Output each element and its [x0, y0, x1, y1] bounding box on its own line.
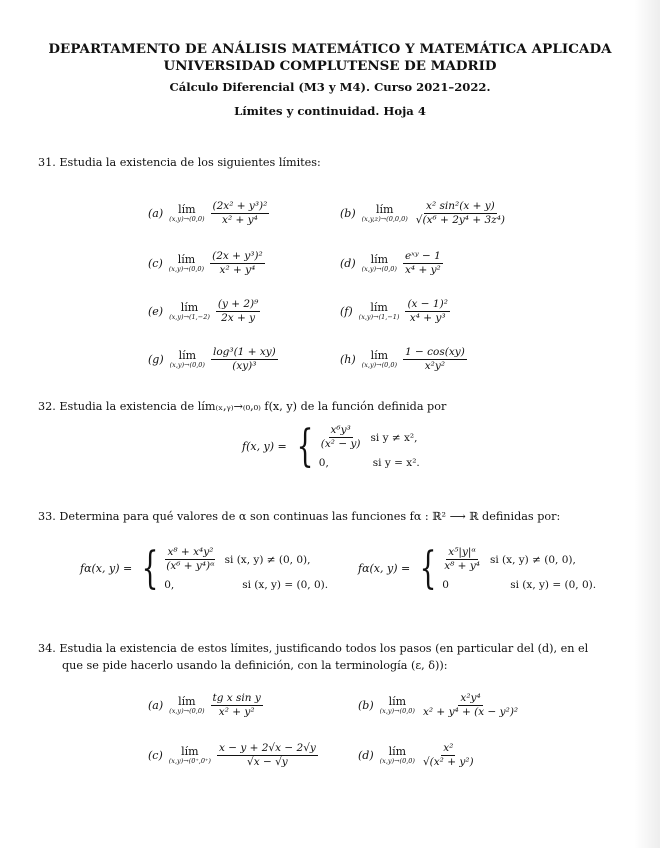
case1-numerator: x⁶y³ [330, 424, 351, 436]
numerator: x² sin²(x + y) [426, 200, 495, 212]
lim-subscript: (x,y)→(0,0) [361, 361, 398, 369]
numerator: x − y + 2√x − 2√y [218, 742, 316, 754]
lim-word: lím [388, 695, 407, 708]
problem-33-statement: 33. Determina para qué valores de α son continuas las funciones fα : ℝ² ⟶ ℝ definidas por: [38, 510, 561, 523]
lim-subscript: (x,y)→(0,0) [379, 757, 415, 765]
lim-word: lím [181, 745, 199, 758]
lim-word: lím [370, 349, 389, 362]
lim-subscript: (x,y,z)→(0,0,0) [361, 215, 408, 223]
problem-34-statement-line2: que se pide hacerlo usando la definición, con la terminología (ε, δ)): [62, 659, 448, 672]
lim-word: lím [370, 253, 389, 266]
numerator: x²y⁴ [460, 692, 481, 704]
p31-item-g [148, 346, 278, 373]
denominator: (xy)³ [232, 360, 257, 372]
case1-condition: si (x, y) ≠ (0, 0), [224, 553, 311, 566]
item-label: (c) [148, 257, 163, 270]
p34-item-c [148, 742, 318, 769]
lim-subscript: (x,y)→(1,−1) [358, 313, 400, 321]
denominator: x² + y⁴ [222, 214, 258, 226]
item-label: (a) [148, 207, 164, 220]
p31-item-h [340, 346, 467, 373]
lim-word: lím [388, 745, 407, 758]
case2-condition: si y = x². [372, 457, 420, 469]
denominator: x² + y² [218, 706, 255, 718]
numerator: 1 − cos(xy) [405, 346, 465, 358]
lim-subscript: (x,y)→(0,0) [169, 707, 205, 715]
p31-item-e [148, 298, 260, 325]
numerator: eˣʸ − 1 [404, 250, 441, 262]
p34-item-d [358, 742, 476, 769]
case1-denominator: x⁸ + y⁴ [444, 560, 480, 572]
p31-item-b [340, 200, 507, 227]
case2-value: 0 [442, 579, 449, 591]
lim-word: lím [375, 203, 394, 216]
department-title: DEPARTAMENTO DE ANÁLISIS MATEMÁTICO Y MATEMÁTICA APLICADA [48, 41, 612, 57]
denominator: x² + y⁴ + (x − y²)² [422, 706, 519, 718]
case1-denominator: (x² − y) [320, 438, 361, 450]
p31-item-a [148, 200, 269, 227]
case1-numerator: x⁸ + x⁴y² [167, 546, 214, 558]
item-label: (g) [148, 353, 164, 366]
lim-word: lím [180, 301, 199, 314]
item-label: (f) [340, 305, 353, 318]
case1-numerator: x⁵|y|ᵅ [448, 546, 476, 558]
p31-item-d [340, 250, 443, 277]
lim-subscript: (x,y)→(1,−2) [169, 313, 210, 321]
lim-word: lím [370, 301, 388, 314]
denominator: √x − √y [247, 756, 288, 768]
case2-value: 0, [164, 579, 175, 591]
problem-32-statement: 32. Estudia la existencia de lím₍ₓ,ᵧ₎→₍₀,₀₎ f(x, y) de la función definida por [38, 400, 447, 413]
denominator: 2x + y [221, 312, 256, 324]
lim-word: lím [178, 349, 197, 362]
numerator: (y + 2)⁹ [217, 298, 259, 310]
left-brace: { [141, 542, 159, 594]
left-brace: { [419, 542, 437, 594]
p32-piecewise [242, 420, 420, 472]
denominator: x² + y⁴ [219, 264, 256, 276]
case1-condition: si (x, y) ≠ (0, 0), [489, 553, 576, 566]
item-label: (c) [148, 749, 163, 762]
numerator: (x − 1)² [407, 298, 448, 310]
function-name: f(x, y) = [242, 440, 287, 453]
p34-item-a [148, 692, 263, 719]
item-label: (b) [340, 207, 356, 220]
left-brace: { [296, 420, 314, 472]
numerator: x² [443, 742, 454, 754]
lim-word: lím [178, 695, 196, 708]
problem-34-statement-line1: 34. Estudia la existencia de estos límites, justificando todos los pasos (en particular del (d), en el [38, 642, 589, 655]
case1-condition: si y ≠ x², [370, 431, 418, 444]
denominator: x²y² [424, 360, 446, 372]
lim-word: lím [178, 203, 196, 216]
case2-value: 0, [318, 457, 329, 469]
problem-31-statement: 31. Estudia la existencia de los siguientes límites: [38, 156, 321, 169]
function-name: fα(x, y) = [358, 562, 411, 575]
p34-item-b [358, 692, 520, 719]
denominator: √(x⁶ + 2y⁴ + 3z⁴) [415, 214, 506, 226]
lim-subscript: (x,y)→(0,0) [169, 361, 205, 369]
denominator: x⁴ + y³ [409, 312, 446, 324]
item-label: (b) [358, 699, 374, 712]
lim-subscript: (x,y)→(0⁺,0⁺) [168, 757, 211, 765]
item-label: (h) [340, 353, 356, 366]
denominator: x⁴ + y² [405, 264, 441, 276]
sheet-title: Límites y continuidad. Hoja 4 [234, 104, 426, 118]
lim-subscript: (x,y)→(0,0) [361, 265, 397, 273]
item-label: (d) [358, 749, 374, 762]
numerator: (2x² + y³)² [212, 200, 268, 212]
lim-subscript: (x,y)→(0,0) [169, 215, 205, 223]
p33-right-function [358, 542, 597, 594]
numerator: (2x + y³)² [212, 250, 263, 262]
item-label: (a) [148, 699, 164, 712]
p31-item-c [148, 250, 265, 277]
p31-item-f [340, 298, 450, 325]
case2-condition: si (x, y) = (0, 0). [242, 579, 329, 591]
case1-denominator: (x⁶ + y⁴)ᵅ [166, 560, 215, 572]
denominator: √(x² + y²) [422, 756, 474, 768]
p33-left-function [80, 542, 329, 594]
page-edge-shadow [634, 0, 660, 848]
lim-subscript: (x,y)→(0,0) [379, 707, 415, 715]
university-title: UNIVERSIDAD COMPLUTENSE DE MADRID [163, 58, 497, 74]
numerator: tg x sin y [212, 692, 261, 704]
course-title: Cálculo Diferencial (M3 y M4). Curso 2021–2022. [169, 80, 491, 94]
item-label: (e) [148, 305, 164, 318]
lim-word: lím [177, 253, 196, 266]
case2-condition: si (x, y) = (0, 0). [510, 579, 597, 591]
lim-subscript: (x,y)→(0,0) [168, 265, 205, 273]
item-label: (d) [340, 257, 356, 270]
function-name: fα(x, y) = [80, 562, 133, 575]
numerator: log³(1 + xy) [212, 346, 276, 358]
